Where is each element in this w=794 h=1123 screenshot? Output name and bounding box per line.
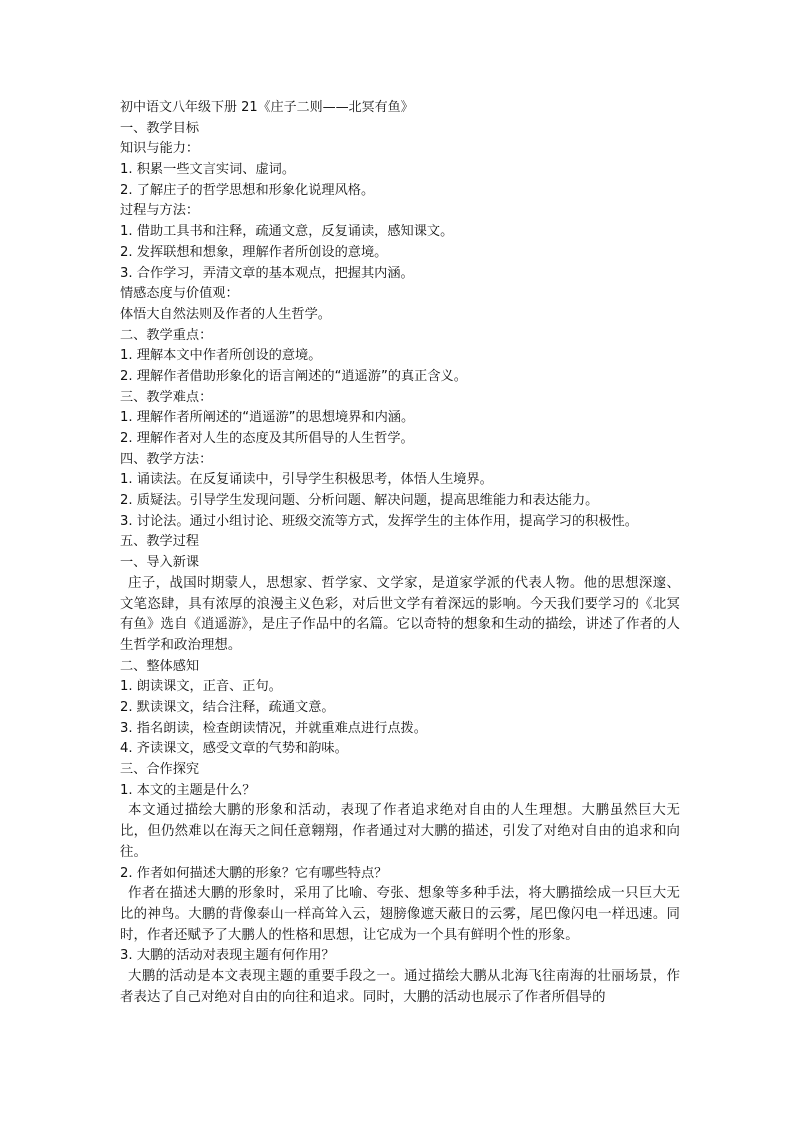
section-heading-key-points: 二、教学重点： xyxy=(120,327,213,343)
subheading-introduction: 一、导入新课 xyxy=(120,555,200,571)
list-item: 2. 理解作者对人生的态度及其所倡导的人生哲学。 xyxy=(120,431,414,446)
subheading-emotion: 情感态度与价值观： xyxy=(120,286,239,302)
section-heading-difficulties: 三、教学难点： xyxy=(120,389,213,405)
subheading-process: 过程与方法： xyxy=(120,203,200,219)
list-item: 2. 质疑法。引导学生发现问题、分析问题、解决问题，提高思维能力和表达能力。 xyxy=(120,493,599,509)
subheading-explore: 三、合作探究 xyxy=(120,762,200,778)
list-item: 2. 发挥联想和想象，理解作者所创设的意境。 xyxy=(120,244,388,260)
answer-paragraph: 本文通过描绘大鹏的形象和活动，表现了作者追求绝对自由的人生理想。大鹏虽然巨大无比，但仍然难以在海天之间任意翱翔，作者通过对大鹏的描述，引发了对绝对自由的追求和向往。 xyxy=(120,803,680,860)
list-item: 体悟大自然法则及作者的人生哲学。 xyxy=(120,306,331,322)
document-title: 初中语文八年级下册 21《庄子二则——北冥有鱼》 xyxy=(120,100,414,115)
list-item: 2. 默读课文，结合注释，疏通文意。 xyxy=(120,700,335,715)
document-page xyxy=(120,98,680,1008)
list-item: 1. 朗读课文，正音、正句。 xyxy=(120,679,282,695)
list-item: 2. 理解作者借助形象化的语言阐述的“逍遥游”的真正含义。 xyxy=(120,368,467,384)
question: 1. 本文的主题是什么？ xyxy=(120,782,256,798)
question: 2. 作者如何描述大鹏的形象？它有哪些特点？ xyxy=(120,865,388,881)
section-heading-objectives: 一、教学目标 xyxy=(120,120,200,136)
section-heading-methods: 四、教学方法： xyxy=(120,451,213,467)
list-item: 3. 合作学习，弄清文章的基本观点，把握其内涵。 xyxy=(120,265,414,281)
list-item: 1. 积累一些文言实词、虚词。 xyxy=(120,162,296,178)
list-item: 1. 理解作者所阐述的“逍遥游”的思想境界和内涵。 xyxy=(120,410,415,426)
list-item: 1. 理解本文中作者所创设的意境。 xyxy=(120,348,322,364)
list-item: 4. 齐读课文，感受文章的气势和韵味。 xyxy=(120,741,348,757)
subheading-overall: 二、整体感知 xyxy=(120,658,200,674)
section-heading-process: 五、教学过程 xyxy=(120,534,200,550)
question: 3. 大鹏的活动对表现主题有何作用？ xyxy=(120,948,335,964)
answer-paragraph: 作者在描述大鹏的形象时，采用了比喻、夸张、想象等多种手法，将大鹏描绘成一只巨大无比的神鸟。大鹏的背像泰山一样高耸入云，翅膀像遮天蔽日的云雾，尾巴像闪电一样迅速。同时，作者还赋予了大鹏人的性格和思想，让它成为一个具有鲜明个性的形象。 xyxy=(120,886,680,943)
subheading-knowledge: 知识与能力： xyxy=(120,141,200,157)
list-item: 2. 了解庄子的哲学思想和形象化说理风格。 xyxy=(120,182,375,198)
list-item: 1. 借助工具书和注释，疏通文意，反复诵读，感知课文。 xyxy=(120,224,454,240)
list-item: 3. 讨论法。通过小组讨论、班级交流等方式，发挥学生的主体作用，提高学习的积极性。 xyxy=(120,513,638,529)
intro-paragraph: 庄子，战国时期蒙人，思想家、哲学家、文学家，是道家学派的代表人物。他的思想深邃、文笔恣肆，具有浓厚的浪漫主义色彩，对后世文学有着深远的影响。今天我们要学习的《北冥有鱼》选自《逍遥游》，是庄子作品中的名篇。它以奇特的想象和生动的描绘，讲述了作者的人生哲学和政治理想。 xyxy=(120,575,680,653)
list-item: 1. 诵读法。在反复诵读中，引导学生积极思考，体悟人生境界。 xyxy=(120,472,493,488)
answer-paragraph: 大鹏的活动是本文表现主题的重要手段之一。通过描绘大鹏从北海飞往南海的壮丽场景，作者表达了自己对绝对自由的向往和追求。同时，大鹏的活动也展示了作者所倡导的 xyxy=(120,969,680,1005)
list-item: 3. 指名朗读，检查朗读情况，并就重难点进行点拨。 xyxy=(120,720,427,736)
